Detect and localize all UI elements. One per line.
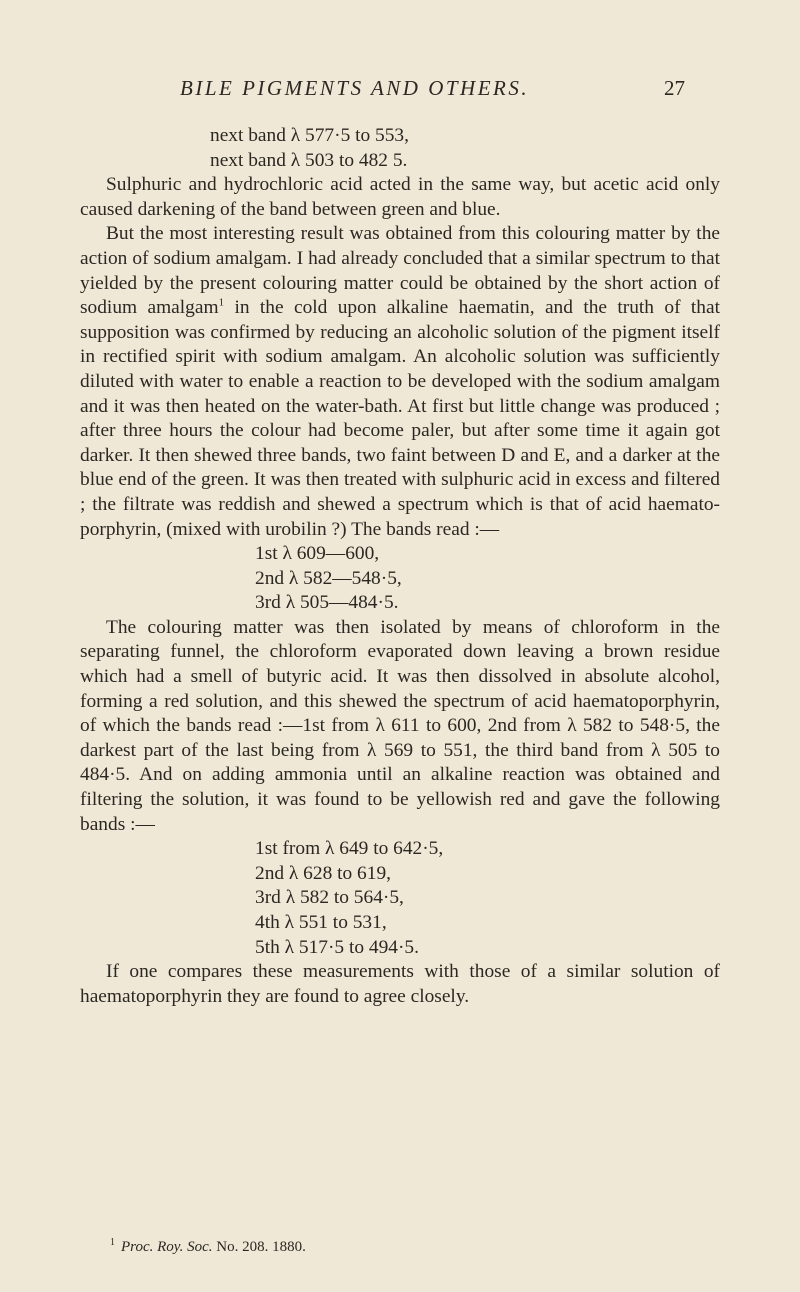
band-reading: 3rd λ 582 to 564·5, (255, 887, 404, 909)
page-number: 27 (664, 76, 685, 100)
paragraph: The colouring matter was then isolated by means of chloroform in the separating funnel, the chloroform evaporated down leaving a brown residue which had a smell of butyric acid. It was then dissolved in absolute alcohol, forming a red solution, and this shewed the spectrum of acid haematoporphyrin, of which the bands read :—1st from λ 611 to 600, 2nd from λ 582 to 548·5, the darkest part of the last being from λ 569 to 551, the third band from λ 505 to 484·5. And on adding ammonia until an alkaline reaction was obtained and filtering the solution, it was found to be yellowish red and gave the following bands :— (80, 616, 720, 835)
page-header (130, 76, 685, 110)
band-line: next band λ 577·5 to 553, (210, 125, 409, 146)
footnote-journal: Proc. Roy. Soc. (121, 1239, 213, 1255)
paragraph-text: in the cold upon alkaline haematin, and the truth of that supposition was confirmed by reducing an alcoholic solution of the pigment itself in rectified spirit with sodium amalgam. An alcoholic solution was sufficiently diluted with water to enable a reaction to be developed with the sodium amalgam and it was then heated on the water-bath. At first but little change was produced ; after three hours the colour had become paler, but after some time it again got darker. It then shewed three bands, two faint between D and E, and a darker at the blue end of the green. It was then treated with sulphuric acid in excess and filtered ; the filtrate was reddish and shewed a spectrum which is that of acid haemato-porphyrin, (mixed with urobilin ?) The bands read :— (80, 297, 720, 540)
band-reading: 1st λ 609—600, (255, 543, 380, 565)
footnote (110, 1233, 610, 1257)
paragraph (80, 222, 720, 542)
body-text (80, 124, 720, 1009)
band-reading: 4th λ 551 to 531, (255, 912, 387, 933)
paragraph-text: But the most interesting result was obtained from this colouring matter by the action of sodium amalgam. I had already concluded that a similar spectrum to that yielded by the present colouring matter could be obtained by the short action of sodium amalgam (80, 223, 720, 319)
band-reading: 2nd λ 582—548·5, (255, 567, 402, 589)
running-title: BILE PIGMENTS AND OTHERS. (180, 76, 530, 100)
band-reading: 1st from λ 649 to 642·5, (255, 838, 444, 860)
footnote-reference: 1 (218, 296, 225, 309)
band-reading: 3rd λ 505—484·5. (255, 592, 399, 614)
footnote-mark: 1 (110, 1237, 115, 1248)
band-reading: 2nd λ 628 to 619, (255, 862, 391, 884)
paragraph: Sulphuric and hydrochloric acid acted in the same way, but acetic acid only caused darkening of the band between green and blue. (80, 174, 720, 220)
band-reading: 5th λ 517·5 to 494·5. (255, 936, 419, 958)
paragraph: If one compares these measurements with those of a similar solution of haematoporphyrin they are found to agree closely. (80, 961, 720, 1007)
footnote-details: No. 208. 1880. (212, 1239, 306, 1255)
band-line: next band λ 503 to 482 5. (210, 149, 408, 171)
